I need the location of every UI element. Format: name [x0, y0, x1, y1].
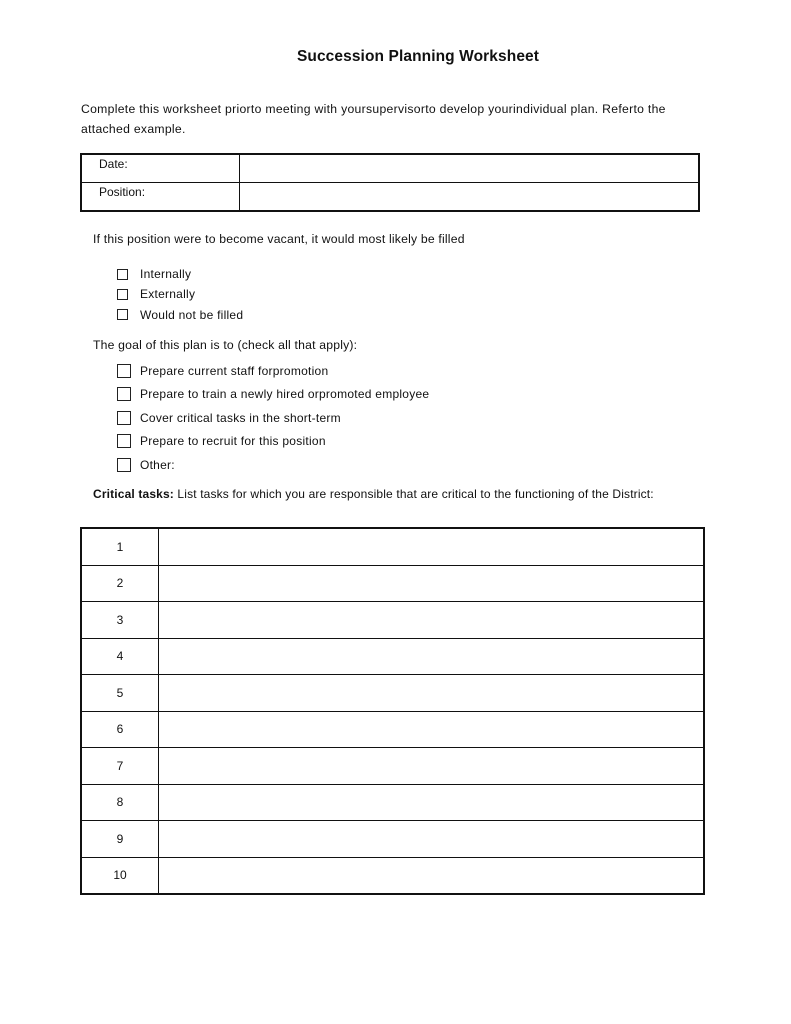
task-field[interactable] [159, 857, 705, 894]
vacancy-option-label: Externally [140, 287, 196, 302]
checkbox-recruit[interactable] [117, 434, 131, 448]
task-number: 2 [81, 565, 159, 602]
goal-option-label: Prepare to train a newly hired orpromoted employee [140, 387, 430, 402]
checkbox-other[interactable] [117, 458, 131, 472]
task-field[interactable] [159, 711, 705, 748]
task-row [81, 638, 704, 675]
goal-option-label: Cover critical tasks in the short-term [140, 410, 341, 425]
date-field[interactable] [240, 154, 700, 183]
vacancy-options [117, 264, 243, 325]
task-row [81, 784, 704, 821]
task-row [81, 602, 704, 639]
goal-option-train [117, 383, 429, 407]
task-number: 9 [81, 821, 159, 858]
intro-text: Complete this worksheet priorto meeting with yoursupervisorto develop yourindividual plan. Referto the attached example. [81, 102, 666, 136]
checkbox-train[interactable] [117, 387, 131, 401]
goal-option-recruit [117, 430, 429, 454]
goal-question: The goal of this plan is to (check all that apply): [93, 338, 358, 352]
critical-tasks-instruction: List tasks for which you are responsible that are critical to the functioning of the District: [173, 487, 654, 501]
goal-option-label: Other: [140, 457, 175, 472]
checkbox-not-filled[interactable] [117, 309, 128, 320]
vacancy-option-label: Would not be filled [140, 307, 244, 322]
task-row [81, 711, 704, 748]
task-row [81, 857, 704, 894]
task-number: 8 [81, 784, 159, 821]
checkbox-promotion[interactable] [117, 364, 131, 378]
task-field[interactable] [159, 784, 705, 821]
task-field[interactable] [159, 821, 705, 858]
critical-tasks-heading [93, 487, 654, 501]
task-number: 1 [81, 528, 159, 565]
task-field[interactable] [159, 638, 705, 675]
vacancy-question: If this position were to become vacant, it would most likely be filled [93, 232, 465, 246]
date-label: Date: [81, 154, 240, 183]
critical-tasks-label: Critical tasks: [93, 487, 174, 501]
goal-option-cover [117, 406, 429, 430]
task-field[interactable] [159, 528, 705, 565]
task-row [81, 565, 704, 602]
info-row-date [81, 154, 699, 183]
vacancy-option-label: Internally [140, 267, 192, 282]
goal-option-label: Prepare current staff forpromotion [140, 363, 329, 378]
vacancy-option-externally [117, 284, 243, 304]
task-number: 6 [81, 711, 159, 748]
vacancy-option-not-filled [117, 305, 243, 325]
task-number: 5 [81, 675, 159, 712]
task-field[interactable] [159, 675, 705, 712]
task-row [81, 821, 704, 858]
vacancy-option-internally [117, 264, 243, 284]
position-field[interactable] [240, 183, 700, 212]
checkbox-cover[interactable] [117, 411, 131, 425]
task-number: 7 [81, 748, 159, 785]
page-title: Succession Planning Worksheet [296, 48, 540, 65]
goal-option-promotion [117, 359, 429, 383]
goal-option-label: Prepare to recruit for this position [140, 434, 326, 449]
task-number: 3 [81, 602, 159, 639]
task-row [81, 675, 704, 712]
task-field[interactable] [159, 602, 705, 639]
position-label: Position: [81, 183, 240, 212]
task-number: 10 [81, 857, 159, 894]
goal-options [117, 359, 429, 477]
task-row [81, 528, 704, 565]
checkbox-internally[interactable] [117, 269, 128, 280]
task-number: 4 [81, 638, 159, 675]
task-field[interactable] [159, 748, 705, 785]
task-row [81, 748, 704, 785]
goal-option-other [117, 453, 429, 477]
critical-tasks-table [80, 527, 705, 895]
checkbox-externally[interactable] [117, 289, 128, 300]
task-field[interactable] [159, 565, 705, 602]
info-table [80, 153, 700, 212]
info-row-position [81, 183, 699, 212]
